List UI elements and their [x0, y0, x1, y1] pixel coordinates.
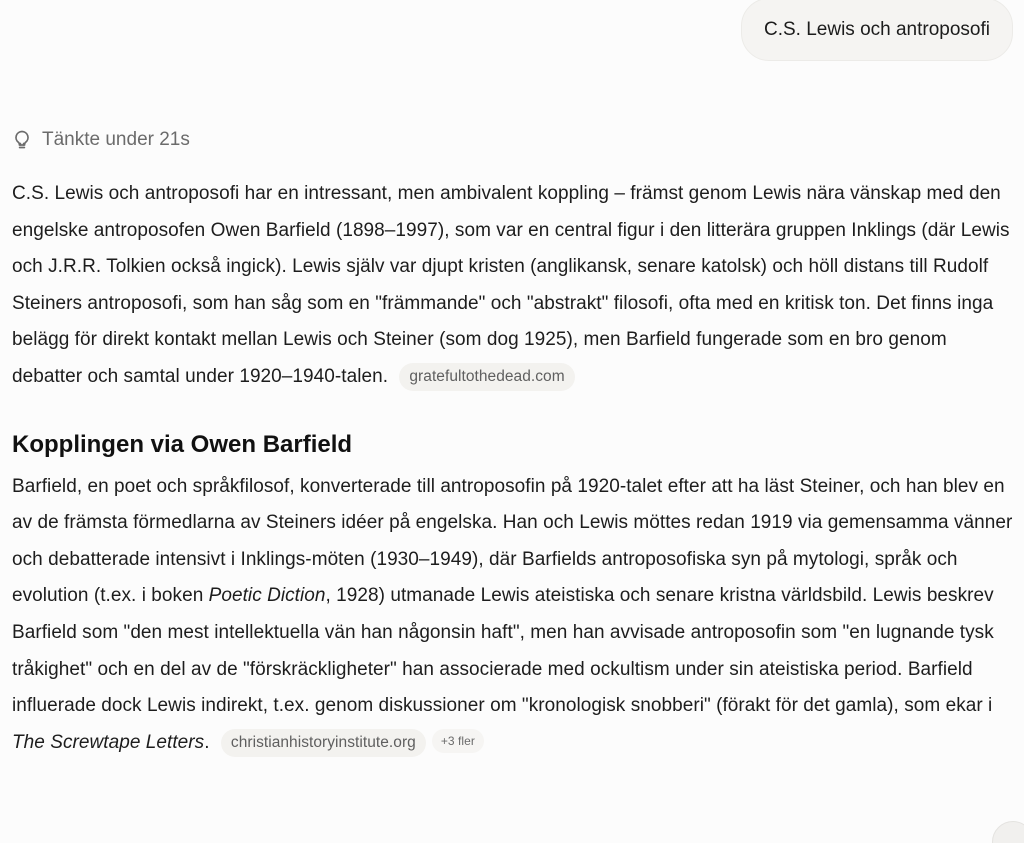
source-chip[interactable]: gratefultothedead.com — [399, 363, 574, 391]
intro-paragraph — [12, 176, 1016, 396]
thinking-label: Tänkte under 21s — [42, 129, 190, 150]
more-sources-chip[interactable]: +3 fler — [432, 729, 484, 753]
book-title-poetic-diction: Poetic Diction — [208, 585, 326, 607]
scroll-button[interactable] — [992, 821, 1024, 843]
user-message-text: C.S. Lewis och antroposofi — [763, 18, 990, 40]
book-title-screwtape-letters: The Screwtape Letters — [12, 731, 205, 753]
user-message-bubble — [741, 0, 1013, 61]
section-text-3: . — [204, 731, 210, 753]
thinking-toggle[interactable] — [12, 129, 190, 151]
source-chip[interactable]: christianhistoryinstitute.org — [221, 729, 426, 757]
section-text-2: , 1928) utmanade Lewis ateistiska och senare kristna världsbild. Lewis beskrev Barfield som "den mest intellektuella vän han någonsin haft", men han avvisade antroposofin som "en lugnande tysk tråkighet" och en del av de "förskräckligheter" han associerade med ockultism under sin ateistiska period. Barfield influerade dock Lewis indirekt, t.ex. genom diskussioner om "kronologisk snobberi" (förakt för det gamla), som ekar i — [12, 585, 994, 717]
section-text-1: Barfield, en poet och språkfilosof, konverterade till antroposofin på 1920-talet efter att ha läst Steiner, och han blev en av de främsta förmedlarna av Steiners idéer på engelska. Han och Lewis möttes redan 1919 via gemensamma vänner och debatterade intensivt i Inklings-möten (1930–1949), där Barfields antroposofiska syn på mytologi, språk och evolution (t.ex. i boken — [12, 475, 1013, 607]
intro-text: C.S. Lewis och antroposofi har en intressant, men ambivalent koppling – främst genom Lewis nära vänskap med den engelske antroposofen Owen Barfield (1898–1997), som var en central figur i den litterära gruppen Inklings (där Lewis och J.R.R. Tolkien också ingick). Lewis själv var djupt kristen (anglikansk, senare katolsk) och höll distans till Rudolf Steiners antroposofi, som han såg som en "främmande" och "abstrakt" filosofi, ofta med en kritisk ton. Det finns inga belägg för direkt kontakt mellan Lewis och Steiner (som dog 1925), men Barfield fungerade som en bro genom debatter och samtal under 1920–1940-talen. — [12, 183, 1010, 387]
section-paragraph — [12, 469, 1016, 762]
section-heading: Kopplingen via Owen Barfield — [12, 430, 353, 458]
assistant-answer — [12, 176, 1016, 761]
lightbulb-icon — [12, 129, 32, 151]
